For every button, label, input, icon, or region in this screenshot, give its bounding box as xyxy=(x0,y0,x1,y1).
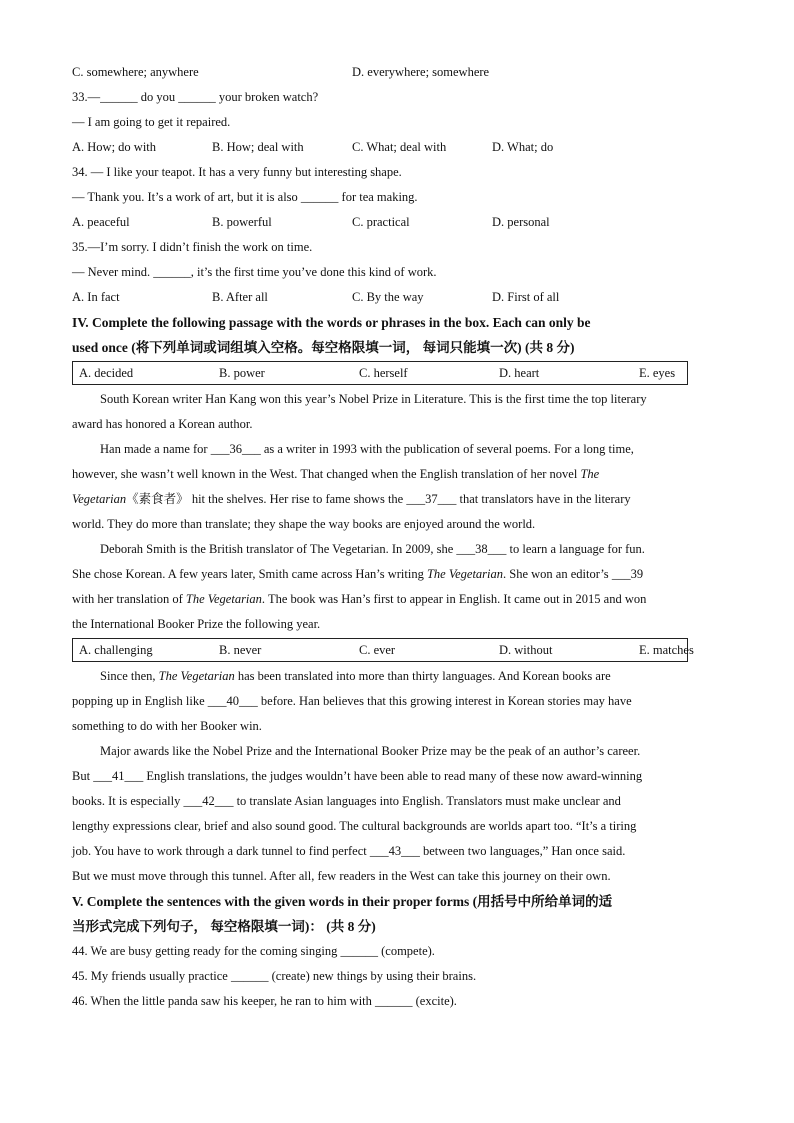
q34-option-d: D. personal xyxy=(492,215,550,229)
passage-p5-line4: lengthy expressions clear, brief and also sound good. The cultural backgrounds are worlds apart too. “It’s a tiring xyxy=(72,819,637,833)
passage-p1-line1: South Korean writer Han Kang won this year’s Nobel Prize in Literature. This is the first time the top literary xyxy=(100,392,647,406)
passage-p2-line2 xyxy=(72,462,722,487)
text-span: has been translated into more than thirty languages. And Korean books are xyxy=(234,669,611,683)
passage-p3-line2 xyxy=(72,562,722,587)
text-span: however, she wasn’t well known in the West. That changed when the English translation of her novel xyxy=(72,467,581,481)
text-span: She chose Korean. A few years later, Smith came across Han’s writing xyxy=(72,567,427,581)
text-span: . She won an editor’s xyxy=(503,567,612,581)
word-box-1-b: B. power xyxy=(219,366,265,380)
blank-40: ___40___ xyxy=(207,694,258,708)
passage-p3-line1 xyxy=(72,537,722,562)
text-span: English translations, the judges wouldn’t have been able to read many of these now award-winning xyxy=(143,769,643,783)
word-box-1-e: E. eyes xyxy=(639,366,676,380)
passage-p1-line2: award has honored a Korean author. xyxy=(72,417,253,431)
q34-option-a: A. peaceful xyxy=(72,215,130,229)
word-box-1-c: C. herself xyxy=(359,366,408,380)
passage-p3-line4: the International Booker Prize the following year. xyxy=(72,617,321,631)
text-span: books. It is especially xyxy=(72,794,184,808)
worksheet-page xyxy=(72,60,722,1014)
word-box-2-d: D. without xyxy=(499,643,553,657)
chinese-title: 《素食者》 xyxy=(126,492,189,506)
text-span: Han made a name for xyxy=(100,442,211,456)
passage-p2-line1 xyxy=(72,437,722,462)
q34-options xyxy=(72,210,722,235)
q35-option-d: D. First of all xyxy=(492,290,560,304)
book-title: The Vegetarian xyxy=(426,567,504,581)
blank-39: ___39 xyxy=(611,567,644,581)
q35-option-c: C. By the way xyxy=(352,290,424,304)
book-title: Vegetarian xyxy=(72,492,127,506)
blank-38: ___38___ xyxy=(456,542,507,556)
text-span: to learn a language for fun. xyxy=(506,542,645,556)
passage-p4-line2 xyxy=(72,689,722,714)
q33-option-c: C. What; deal with xyxy=(352,140,447,154)
book-title: The Vegetarian xyxy=(158,669,235,683)
passage-p5-line2 xyxy=(72,764,722,789)
blank-41: ___41___ xyxy=(93,769,144,783)
q45: 45. My friends usually practice ______ (create) new things by using their brains. xyxy=(72,969,477,983)
word-box-2 xyxy=(72,638,694,662)
q33-question: 33.—______ do you ______ your broken watch? xyxy=(72,90,319,104)
q35-reply: — Never mind. ______, it’s the first time you’ve done this kind of work. xyxy=(72,265,437,279)
q33-option-b: B. How; deal with xyxy=(212,140,304,154)
text-span: But xyxy=(72,769,94,783)
passage-p4-line3: something to do with her Booker win. xyxy=(72,719,262,733)
passage-p5-line5 xyxy=(72,839,722,864)
q32-options xyxy=(72,60,722,85)
text-span: popping up in English like xyxy=(72,694,208,708)
q35-option-b: B. After all xyxy=(212,290,268,304)
word-box-2-b: B. never xyxy=(219,643,262,657)
text-span: that translators have in the literary xyxy=(456,492,631,506)
q34-option-c: C. practical xyxy=(352,215,410,229)
passage-p5-line3 xyxy=(72,789,722,814)
passage-p3-line3 xyxy=(72,587,722,612)
text-span: Deborah Smith is the British translator of The Vegetarian. In 2009, she xyxy=(100,542,457,556)
text-span: hit the shelves. Her rise to fame shows the xyxy=(188,492,407,506)
word-box-1-d: D. heart xyxy=(499,366,540,380)
blank-43: ___43___ xyxy=(369,844,420,858)
q33-options xyxy=(72,135,722,160)
word-box-1-a: A. decided xyxy=(79,366,134,380)
text-span: . The book was Han’s first to appear in English. It came out in 2015 and won xyxy=(261,592,647,606)
blank-42: ___42___ xyxy=(183,794,234,808)
q35-question: 35.—I’m sorry. I didn’t finish the work on time. xyxy=(72,240,313,254)
text-span: with her translation of xyxy=(72,592,186,606)
q34-reply: — Thank you. It’s a work of art, but it is also ______ for tea making. xyxy=(72,190,418,204)
q35-option-a: A. In fact xyxy=(72,290,120,304)
q44: 44. We are busy getting ready for the coming singing ______ (compete). xyxy=(72,944,435,958)
word-box-1 xyxy=(72,361,688,385)
text-span: between two languages,” Han once said. xyxy=(419,844,626,858)
section-4-heading-line1: IV. Complete the following passage with the words or phrases in the box. Each can only be xyxy=(72,315,591,330)
q34-question: 34. — I like your teapot. It has a very funny but interesting shape. xyxy=(72,165,402,179)
section-5-heading-line2: 当形式完成下列句子， 每空格限填一词)： (共 8 分) xyxy=(72,919,376,934)
q33-reply: — I am going to get it repaired. xyxy=(72,115,231,129)
word-box-2-c: C. ever xyxy=(359,643,396,657)
passage-p2-line4: world. They do more than translate; they shape the way books are enjoyed around the world. xyxy=(72,517,536,531)
q33-option-a: A. How; do with xyxy=(72,140,157,154)
book-title: The xyxy=(580,467,600,481)
text-span: to translate Asian languages into English. Translators must make unclear and xyxy=(233,794,621,808)
text-span: Since then, xyxy=(100,669,159,683)
section-4-heading-line2: used once (将下列单词或词组填入空格。每空格限填一词， 每词只能填一次) (共 8 分) xyxy=(72,340,575,355)
blank-36: ___36___ xyxy=(210,442,261,456)
word-box-2-a: A. challenging xyxy=(79,643,153,657)
passage-p5-line1: Major awards like the Nobel Prize and the International Booker Prize may be the peak of an author’s career. xyxy=(100,744,641,758)
q35-options xyxy=(72,285,722,310)
blank-37: ___37___ xyxy=(406,492,457,506)
q32-option-d: D. everywhere; somewhere xyxy=(352,65,490,79)
text-span: job. You have to work through a dark tunnel to find perfect xyxy=(72,844,370,858)
q32-option-c: C. somewhere; anywhere xyxy=(72,65,199,79)
passage-p2-line3 xyxy=(72,487,722,512)
section-5-heading-line1: V. Complete the sentences with the given words in their proper forms (用括号中所给单词的适 xyxy=(72,894,613,909)
q33-option-d: D. What; do xyxy=(492,140,554,154)
passage-p5-line6: But we must move through this tunnel. After all, few readers in the West can take this journey on their own. xyxy=(72,869,611,883)
passage-p4-line1 xyxy=(72,664,722,689)
q34-option-b: B. powerful xyxy=(212,215,272,229)
book-title: The Vegetarian xyxy=(185,592,262,606)
text-span: before. Han believes that this growing interest in Korean stories may have xyxy=(257,694,632,708)
q46: 46. When the little panda saw his keeper, he ran to him with ______ (excite). xyxy=(72,994,457,1008)
text-span: as a writer in 1993 with the publication of several poems. For a long time, xyxy=(260,442,634,456)
word-box-2-e: E. matches xyxy=(639,643,694,657)
